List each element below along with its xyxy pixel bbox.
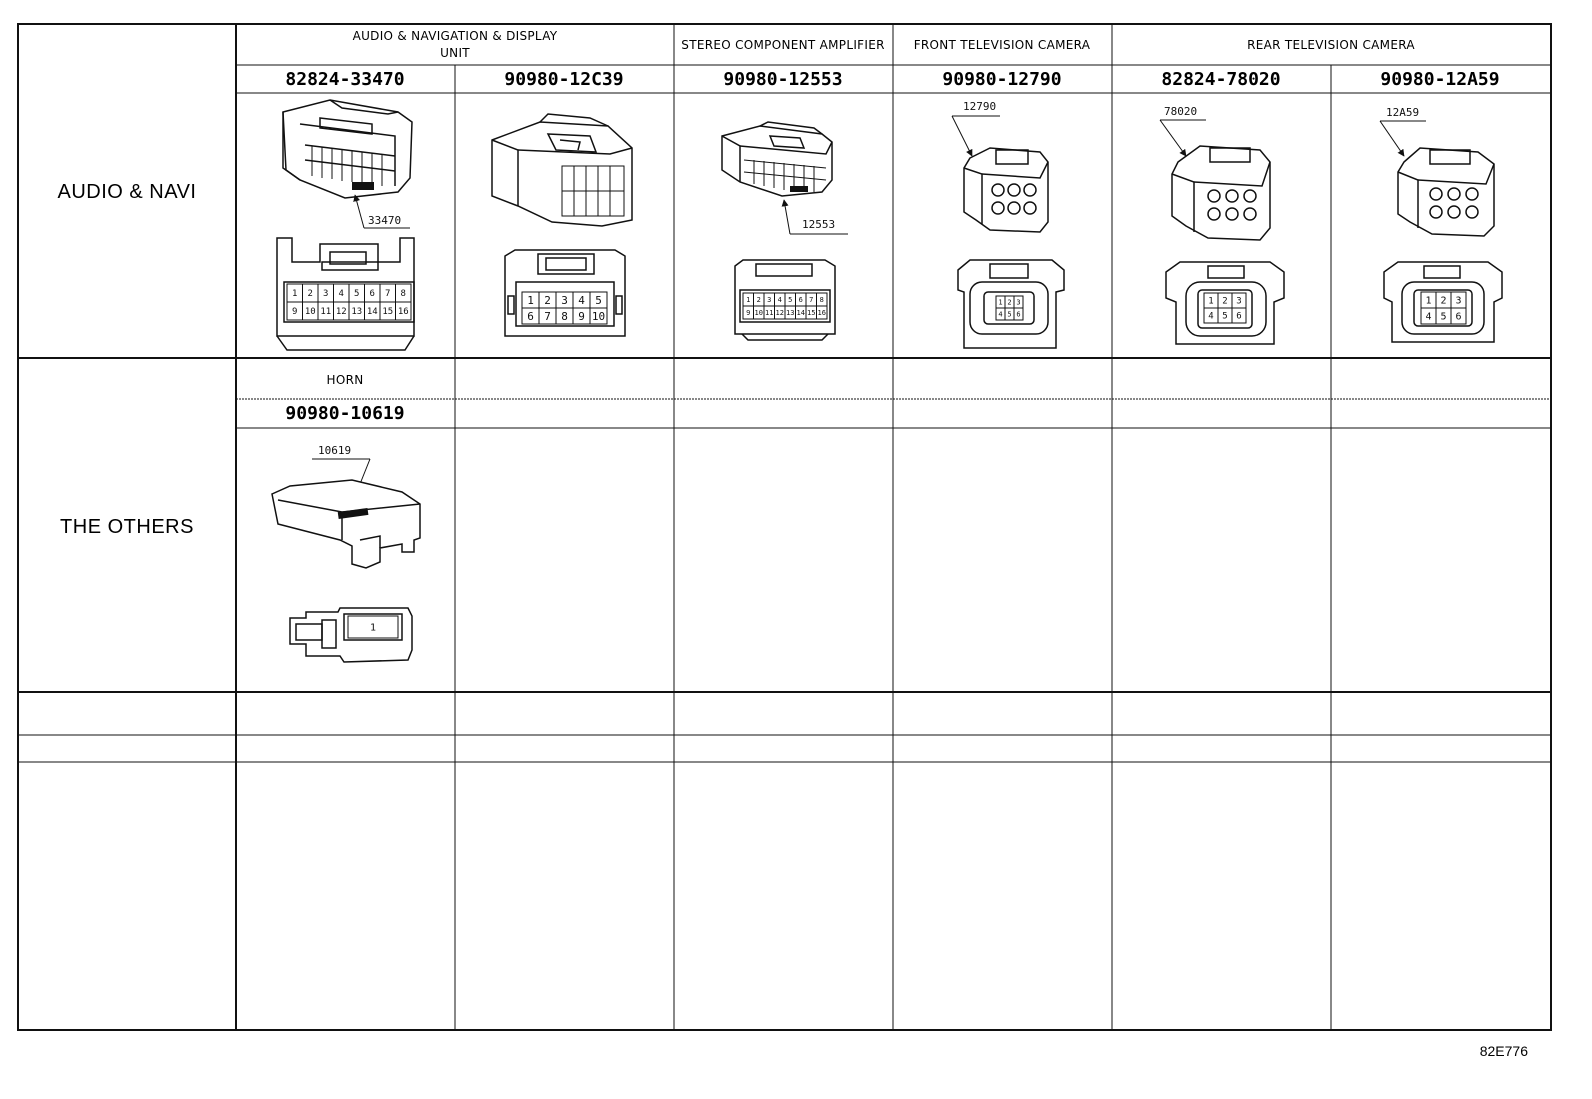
pin-number: 5: [1007, 310, 1012, 319]
connector-isometric-drawing: [272, 480, 420, 568]
connector-isometric-drawing: [964, 148, 1048, 232]
pin-number: 6: [1455, 311, 1462, 323]
pin-number: 15: [807, 309, 816, 318]
pin-number: 9: [746, 309, 751, 318]
pin-number: 3: [1016, 298, 1021, 307]
pin-number: 5: [595, 293, 602, 307]
pin-number: 7: [809, 296, 814, 305]
part-number-90980-12553: 90980-12553: [723, 69, 843, 90]
pin-number: 15: [382, 307, 394, 318]
pin-number: 4: [338, 289, 344, 300]
callout-78020: 78020: [1164, 105, 1198, 118]
pin-number: 4: [998, 310, 1003, 319]
pin-number: 2: [1222, 296, 1228, 307]
pin-number: 1: [746, 296, 751, 305]
pin-number: 1: [527, 293, 534, 307]
pin-number: 10: [591, 309, 606, 323]
drawing-reference-code: 82E776: [1479, 1043, 1528, 1059]
pin-number: 2: [544, 293, 551, 307]
pin-grid-90980-10619: [348, 616, 398, 638]
pin-number: 9: [292, 307, 298, 318]
pin-number: 6: [527, 309, 534, 323]
group-label-audio-navi: AUDIO & NAVI: [57, 181, 197, 203]
pin-number: 10: [304, 307, 316, 318]
pin-number: 6: [369, 289, 375, 300]
pin-number: 1: [292, 289, 298, 300]
part-number-90980-10619: 90980-10619: [285, 403, 405, 424]
callout-10619: 10619: [318, 444, 352, 457]
group-label-the-others: THE OTHERS: [60, 516, 194, 538]
pin-number: 11: [320, 307, 332, 318]
pin-grid-82824-33470: [287, 284, 411, 320]
pin-number: 7: [385, 289, 391, 300]
pin-number: 5: [1440, 311, 1447, 323]
pin-number: 4: [777, 296, 782, 305]
callout-12790: 12790: [963, 100, 997, 113]
header-rear-television-camera: REAR TELEVISION CAMERA: [1247, 38, 1415, 52]
pin-number: 13: [351, 307, 363, 318]
pin-number: 3: [1236, 296, 1242, 307]
connector-isometric-drawing: [1398, 148, 1494, 236]
pin-number: 13: [786, 309, 795, 318]
pin-grid-82824-78020: [1204, 293, 1246, 323]
pin-grid-90980-12c39: [522, 292, 607, 324]
part-label-mark: [790, 186, 808, 192]
header-stereo-component-amplifier: STEREO COMPONENT AMPLIFIER: [681, 38, 885, 52]
pin-number: 1: [1425, 295, 1432, 307]
pin-number: 4: [1208, 311, 1214, 322]
pin-grid-90980-12553: [743, 293, 827, 319]
pin-number: 4: [1425, 311, 1432, 323]
part-number-90980-12a59: 90980-12A59: [1380, 69, 1500, 90]
pin-number: 7: [544, 309, 551, 323]
pin-number: 1: [998, 298, 1003, 307]
pin-number: 11: [765, 309, 774, 318]
pin-number: 12: [335, 307, 347, 318]
part-number-90980-12c39: 90980-12C39: [504, 69, 624, 90]
callout-12553: 12553: [802, 218, 836, 231]
pin-number: 1: [1208, 296, 1214, 307]
part-number-82824-33470: 82824-33470: [285, 69, 405, 90]
pin-number: 3: [767, 296, 772, 305]
pin-number: 3: [561, 293, 568, 307]
header-audio-navigation-display-unit: AUDIO & NAVIGATION & DISPLAY: [352, 29, 558, 43]
pin-number: 6: [798, 296, 803, 305]
pin-number: 1: [369, 622, 377, 634]
pin-number: 14: [366, 307, 378, 318]
pin-grid-90980-12790: [996, 296, 1023, 320]
pin-number: 2: [307, 289, 313, 300]
part-number-82824-78020: 82824-78020: [1161, 69, 1281, 90]
connector-isometric-drawing: [722, 122, 832, 196]
pin-number: 2: [756, 296, 761, 305]
connector-isometric-drawing: [492, 114, 632, 226]
connector-isometric-drawing: [1172, 146, 1270, 240]
pin-number: 10: [754, 309, 763, 318]
connector-isometric-drawing: [283, 100, 412, 198]
pin-number: 9: [578, 309, 585, 323]
part-label-mark: [352, 182, 374, 190]
pin-number: 5: [788, 296, 793, 305]
pin-number: 16: [817, 309, 826, 318]
pin-number: 4: [578, 293, 585, 307]
header-horn: HORN: [326, 373, 364, 387]
pin-number: 5: [1222, 311, 1228, 322]
pin-number: 2: [1440, 295, 1447, 307]
header-front-television-camera: FRONT TELEVISION CAMERA: [913, 38, 1091, 52]
pin-number: 5: [354, 289, 360, 300]
callout-33470: 33470: [368, 214, 402, 227]
pin-number: 8: [819, 296, 824, 305]
pin-grid-90980-12a59: [1421, 292, 1466, 324]
pin-number: 8: [561, 309, 568, 323]
pin-number: 3: [323, 289, 329, 300]
pin-number: 14: [796, 309, 805, 318]
pin-number: 2: [1007, 298, 1012, 307]
pin-number: 8: [400, 289, 406, 300]
pin-number: 12: [775, 309, 784, 318]
callout-12a59: 12A59: [1386, 106, 1420, 119]
header-audio-navigation-display-unit-line2: UNIT: [440, 46, 470, 60]
pin-number: 16: [397, 307, 409, 318]
part-number-90980-12790: 90980-12790: [942, 69, 1062, 90]
pin-number: 3: [1455, 295, 1462, 307]
pin-number: 6: [1016, 310, 1021, 319]
pin-number: 6: [1236, 311, 1242, 322]
